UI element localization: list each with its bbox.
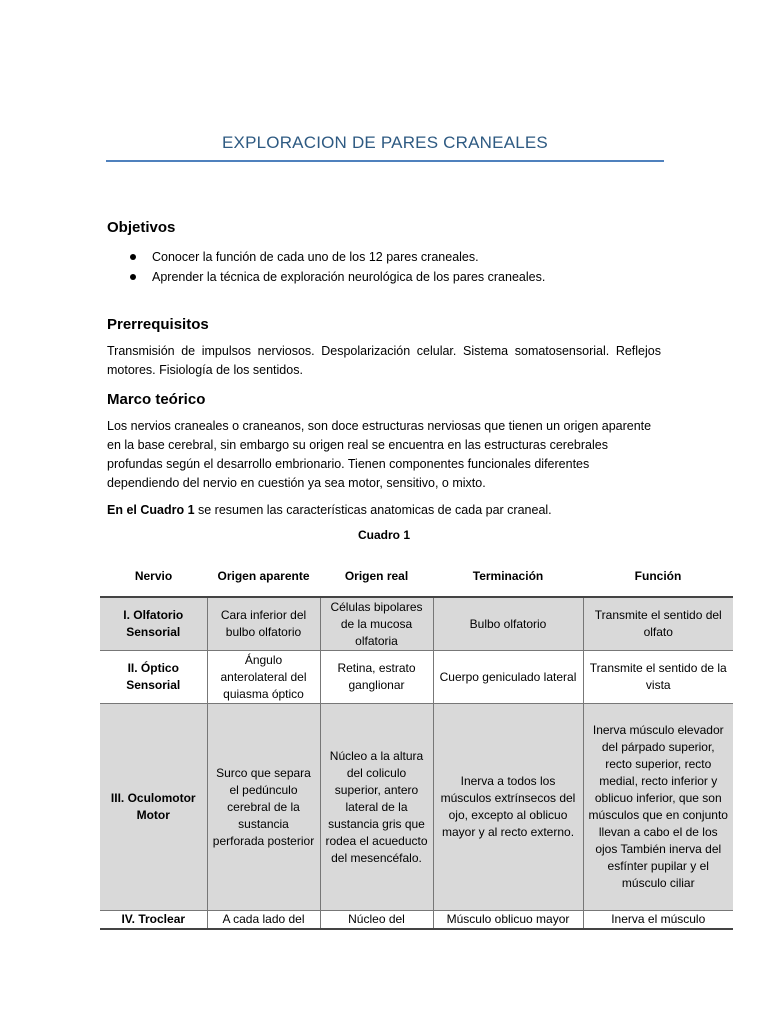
objetivos-heading: Objetivos: [107, 219, 176, 236]
table-cell: Inerva músculo elevador del párpado superior, recto superior, recto medial, recto inferior y oblicuo inferior, que son músculos que en conjunto llevan a cabo el de los ojos También inerva del esfínter pupilar y el músculo ciliar: [583, 704, 733, 911]
table-cell: Bulbo olfatorio: [433, 597, 583, 651]
table-cell: Transmite el sentido de la vista: [583, 651, 733, 704]
table-cell: A cada lado del: [207, 911, 320, 930]
marco-text: Los nervios craneales o craneanos, son doce estructuras nerviosas que tienen un origen aparente en la base cerebral, sin embargo su origen real se encuentra en las estructuras cerebrales profundas según el desarrollo embrionario. Tienen componentes funcionales diferentes dependiendo del nervio en cuestión ya sea motor, sensitivo, o mixto.: [107, 419, 652, 490]
cranial-nerves-table: [100, 556, 733, 930]
table-cell: Músculo oblicuo mayor: [433, 911, 583, 930]
table-cell: Retina, estrato ganglionar: [320, 651, 433, 704]
header-origen-aparente: Origen aparente: [207, 556, 320, 597]
table-cell: Núcleo del: [320, 911, 433, 930]
table-cell: IV. Troclear: [100, 911, 207, 930]
table-row: [100, 704, 733, 911]
prerrequisitos-heading: Prerrequisitos: [107, 316, 209, 333]
table-cell: II. Óptico Sensorial: [100, 651, 207, 704]
marco-heading: Marco teórico: [107, 391, 206, 408]
header-origen-real: Origen real: [320, 556, 433, 597]
table-cell: Surco que separa el pedúnculo cerebral de la sustancia perforada posterior: [207, 704, 320, 911]
cuadro-reference: [107, 501, 661, 520]
table-cell: Inerva a todos los músculos extrínsecos del ojo, excepto al oblicuo mayor y al recto externo.: [433, 704, 583, 911]
table-cell: Células bipolares de la mucosa olfatoria: [320, 597, 433, 651]
list-item: Aprender la técnica de exploración neurológica de los pares craneales.: [107, 267, 667, 287]
table-cell: Transmite el sentido del olfato: [583, 597, 733, 651]
table-cell: I. Olfatorio Sensorial: [100, 597, 207, 651]
table-cell: Cara inferior del bulbo olfatorio: [207, 597, 320, 651]
table-cell: Núcleo a la altura del coliculo superior, antero lateral de la sustancia gris que rodea el acueducto del mesencéfalo.: [320, 704, 433, 911]
table-cell: Cuerpo geniculado lateral: [433, 651, 583, 704]
header-terminacion: Terminación: [433, 556, 583, 597]
table-row: [100, 651, 733, 704]
table-row: [100, 597, 733, 651]
cuadro-reference-bold: En el Cuadro 1: [107, 503, 195, 517]
table-header-row: [100, 556, 733, 597]
table-cell: III. Oculomotor Motor: [100, 704, 207, 911]
prerrequisitos-text: Transmisión de impulsos nerviosos. Despolarización celular. Sistema somatosensorial. Reflejos motores. Fisiología de los sentidos.: [107, 344, 661, 377]
title-underline: [106, 160, 664, 162]
document-title: EXPLORACION DE PARES CRANEALES: [222, 133, 548, 152]
list-item: Conocer la función de cada uno de los 12 pares craneales.: [107, 247, 667, 267]
table-cell: Ángulo anterolateral del quiasma óptico: [207, 651, 320, 704]
table-cell: Inerva el músculo: [583, 911, 733, 930]
header-funcion: Función: [583, 556, 733, 597]
header-nervio: Nervio: [100, 556, 207, 597]
cuadro-reference-rest: se resumen las características anatomicas de cada par craneal.: [194, 503, 552, 517]
objetivos-list: [107, 247, 667, 287]
table-caption: Cuadro 1: [357, 528, 410, 542]
table-row: [100, 911, 733, 930]
